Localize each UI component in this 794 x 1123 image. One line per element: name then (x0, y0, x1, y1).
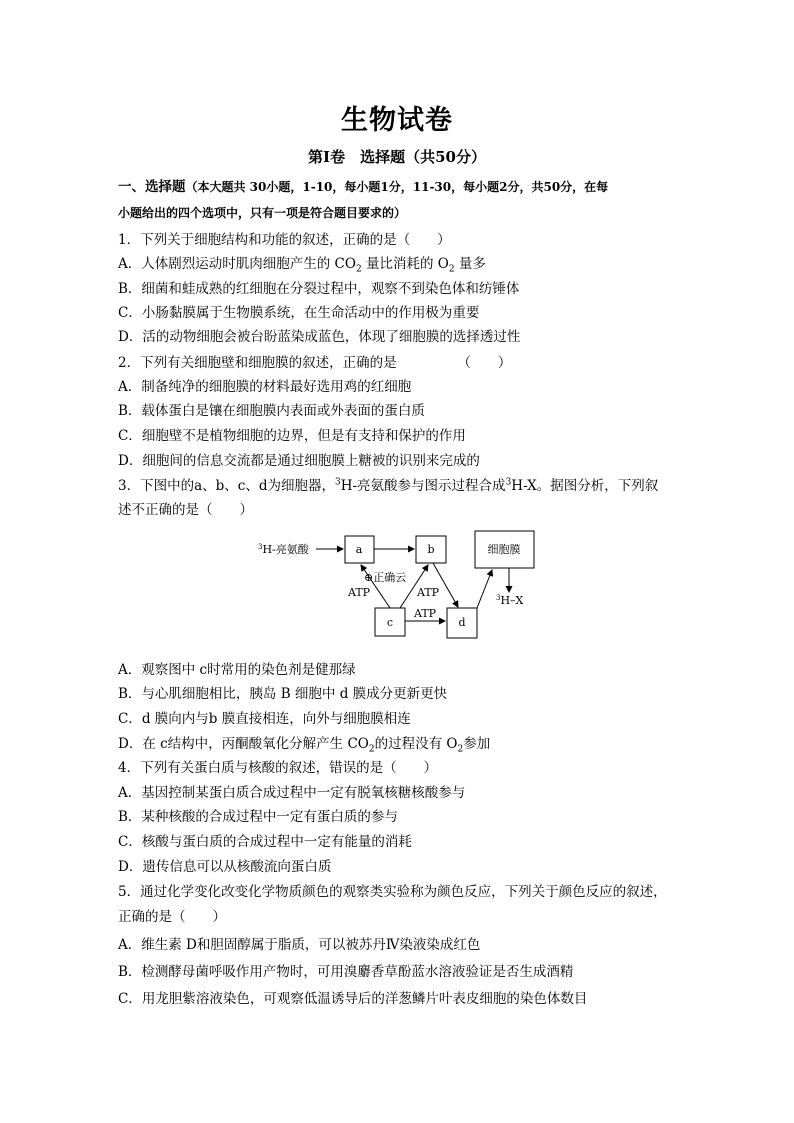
q4-option-b: B．某种核酸的合成过程中一定有蛋白质的参与 (118, 809, 398, 825)
diagram-input-label: $^3$H-亮氨酸 (258, 543, 309, 556)
q1-option-b: B．细菌和蛙成熟的红细胞在分裂过程中，观察不到染色体和纺锤体 (118, 281, 520, 297)
page-title: 生物试卷 (341, 105, 453, 136)
arrow-b-to-d (433, 563, 458, 607)
q3-stem-2: 述不正确的是（ ） (118, 502, 253, 518)
q2-stem: 2．下列有关细胞壁和细胞膜的叙述，正确的是 （ ） (118, 355, 512, 371)
q3-stem-1: 3．下图中的a、b、c、d为细胞器，$^3$H-亮氨酸参与图示过程合成$^3$H-X。据图分析，下列叙 (118, 477, 659, 494)
part1-heading: 一、选择题 (118, 179, 186, 195)
q5-stem-1: 5．通过化学变化改变化学物质颜色的观察类实验称为颜色反应，下列关于颜色反应的叙述， (118, 884, 667, 900)
q4-option-d: D．遗传信息可以从核酸流向蛋白质 (118, 859, 332, 875)
q5-option-c: C．用龙胆紫溶液染色，可观察低温诱导后的洋葱鳞片叶表皮细胞的染色体数目 (118, 991, 588, 1007)
part1-instruction-2: 小题给出的四个选项中，只有一项是符合题目要求的） (118, 206, 407, 220)
atp-label-2: ATP (417, 586, 440, 599)
box-b-label: b (427, 543, 435, 556)
q5-option-b: B．检测酵母菌呼吸作用产物时，可用溴麝香草酚蓝水溶液验证是否生成酒精 (118, 964, 574, 980)
q1-option-d: D．活的动物细胞会被台盼蓝染成蓝色，体现了细胞膜的选择透过性 (118, 329, 521, 345)
box-membrane-label: 细胞膜 (487, 543, 521, 556)
q2-option-b: B．载体蛋白是镶在细胞膜内表面或外表面的蛋白质 (118, 403, 425, 419)
section-title: 第Ⅰ卷 选择题（共50分） (308, 148, 486, 166)
q1-option-c: C．小肠黏膜属于生物膜系统，在生命活动中的作用极为重要 (118, 305, 480, 321)
q1-option-a: A．人体剧烈运动时肌肉细胞产生的 $CO_2$ 量比消耗的 $O_2$ 量多 (118, 256, 486, 275)
q1-stem: 1．下列关于细胞结构和功能的叙述，正确的是（ ） (118, 232, 451, 248)
q4-option-a: A．基因控制某蛋白质合成过程中一定有脱氧核糖核酸参与 (118, 785, 466, 801)
organelle-diagram (250, 528, 550, 643)
box-d-label: d (458, 616, 466, 629)
q4-option-c: C．核酸与蛋白质的合成过程中一定有能量的消耗 (118, 834, 412, 850)
q2-option-d: D．细胞间的信息交流都是通过细胞膜上糖被的识别来完成的 (118, 453, 480, 469)
q5-stem-2: 正确的是（ ） (118, 909, 226, 925)
part1-heading-line (118, 178, 608, 196)
watermark-text: ⊕正确云 (364, 571, 407, 584)
q3-option-a: A．观察图中 c时常用的染色剂是健那绿 (118, 662, 356, 678)
q2-option-c: C．细胞壁不是植物细胞的边界，但是有支持和保护的作用 (118, 428, 466, 444)
atp-label-3: ATP (414, 607, 437, 620)
arrow-d-to-membrane (477, 570, 492, 608)
q3-option-c: C．d 膜向内与b 膜直接相连，向外与细胞膜相连 (118, 711, 411, 727)
q3-option-b: B．与心肌细胞相比，胰岛 B 细胞中 d 膜成分更新更快 (118, 686, 448, 702)
q2-option-a: A．制备纯净的细胞膜的材料最好选用鸡的红细胞 (118, 379, 412, 395)
q3-option-d: D．在 c结构中，丙酮酸氧化分解产生 $CO_2$的过程没有 $O_2$参加 (118, 736, 491, 755)
part1-instruction-1: （本大题共 30小题，1-10，每小题1分，11-30，每小题2分，共50分，在每 (185, 180, 609, 194)
box-c-label: c (386, 616, 394, 629)
atp-label-1: ATP (348, 586, 371, 599)
q4-stem: 4．下列有关蛋白质与核酸的叙述，错误的是（ ） (118, 760, 438, 776)
q5-option-a: A．维生素 D和胆固醇属于脂质，可以被苏丹Ⅳ染液染成红色 (118, 937, 481, 953)
diagram-output-label: $^3$H–X (496, 594, 524, 607)
box-a-label: a (355, 543, 363, 556)
